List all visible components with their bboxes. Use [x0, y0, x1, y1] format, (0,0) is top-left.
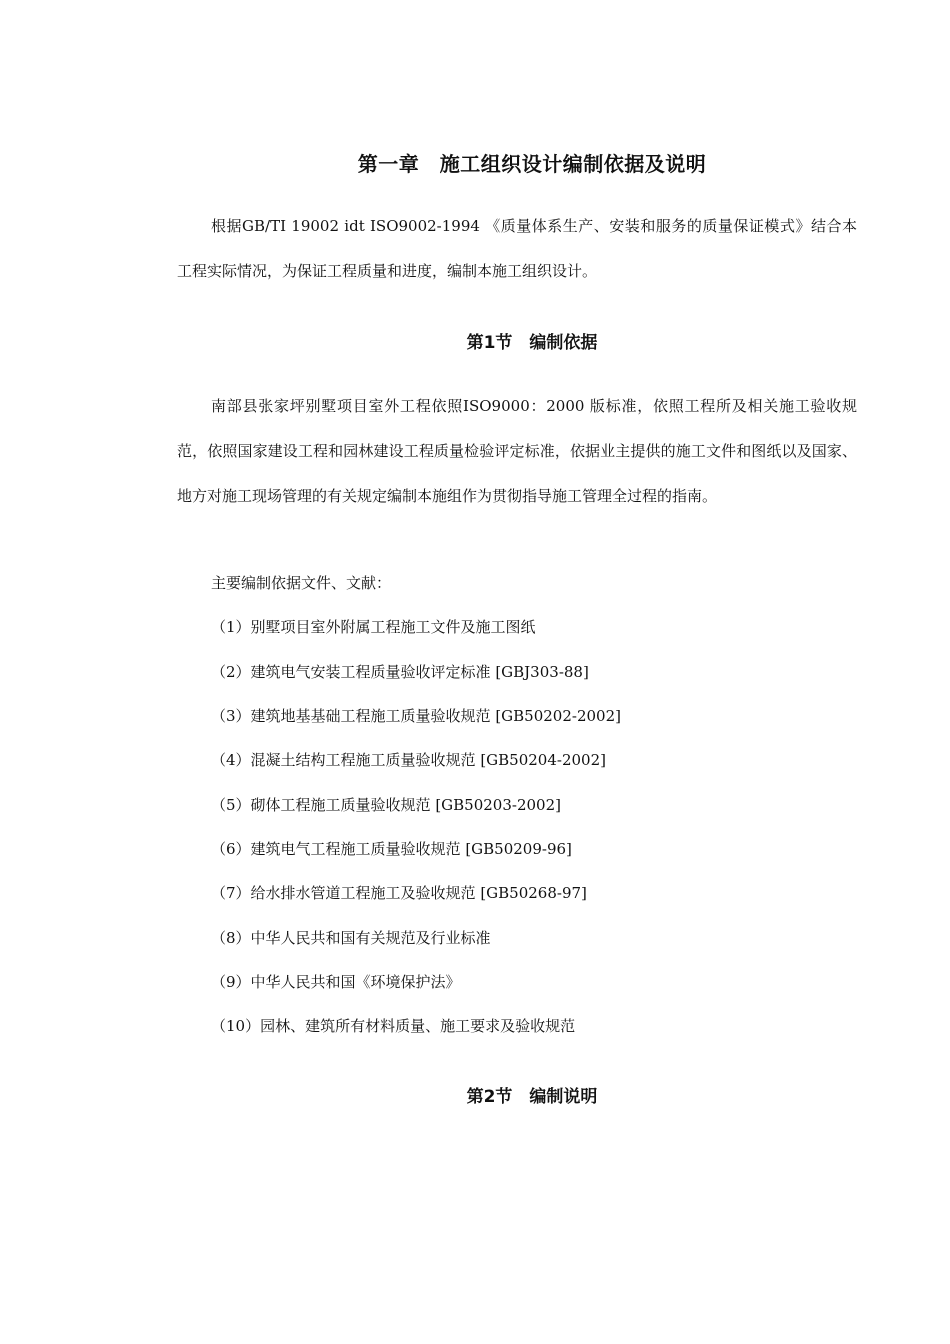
list-heading: 主要编制依据文件、文献： [211, 574, 392, 592]
chapter-title: 第一章 施工组织设计编制依据及说明 [357, 152, 707, 176]
list-item: （7）给水排水管道工程施工及验收规范 [GB50268-97] [211, 884, 587, 902]
section-1-title: 第1节 编制依据 [466, 333, 598, 353]
list-item: （8）中华人民共和国有关规范及行业标准 [211, 929, 491, 947]
list-item: （4）混凝土结构工程施工质量验收规范 [GB50204-2002] [211, 751, 606, 769]
section-1-paragraph: 南部县张家坪别墅项目室外工程依照ISO9000：2000 版标准，依照工程所及相关施工验收规范，依照国家建设工程和园林建设工程质量检验评定标准，依据业主提供的施工文件和图纸以及国家、地方对施工现场管理的有关规定编制本施组作为贯彻指导施工管理全过程的指南。 [177, 397, 857, 505]
list-item: （1）别墅项目室外附属工程施工文件及施工图纸 [211, 618, 536, 636]
list-item: （2）建筑电气安装工程质量验收评定标准 [GBJ303-88] [211, 663, 589, 681]
list-item: （9）中华人民共和国《环境保护法》 [211, 973, 461, 991]
list-item: （3）建筑地基基础工程施工质量验收规范 [GB50202-2002] [211, 707, 621, 725]
section-2-title: 第2节 编制说明 [466, 1087, 598, 1107]
list-item: （6）建筑电气工程施工质量验收规范 [GB50209-96] [211, 840, 572, 858]
list-item: （10）园林、建筑所有材料质量、施工要求及验收规范 [211, 1017, 576, 1035]
list-item: （5）砌体工程施工质量验收规范 [GB50203-2002] [211, 796, 561, 814]
intro-paragraph: 根据GB/TI 19002 idt ISO9002-1994 《质量体系生产、安装和服务的质量保证模式》结合本工程实际情况，为保证工程质量和进度，编制本施工组织设计。 [177, 217, 857, 280]
